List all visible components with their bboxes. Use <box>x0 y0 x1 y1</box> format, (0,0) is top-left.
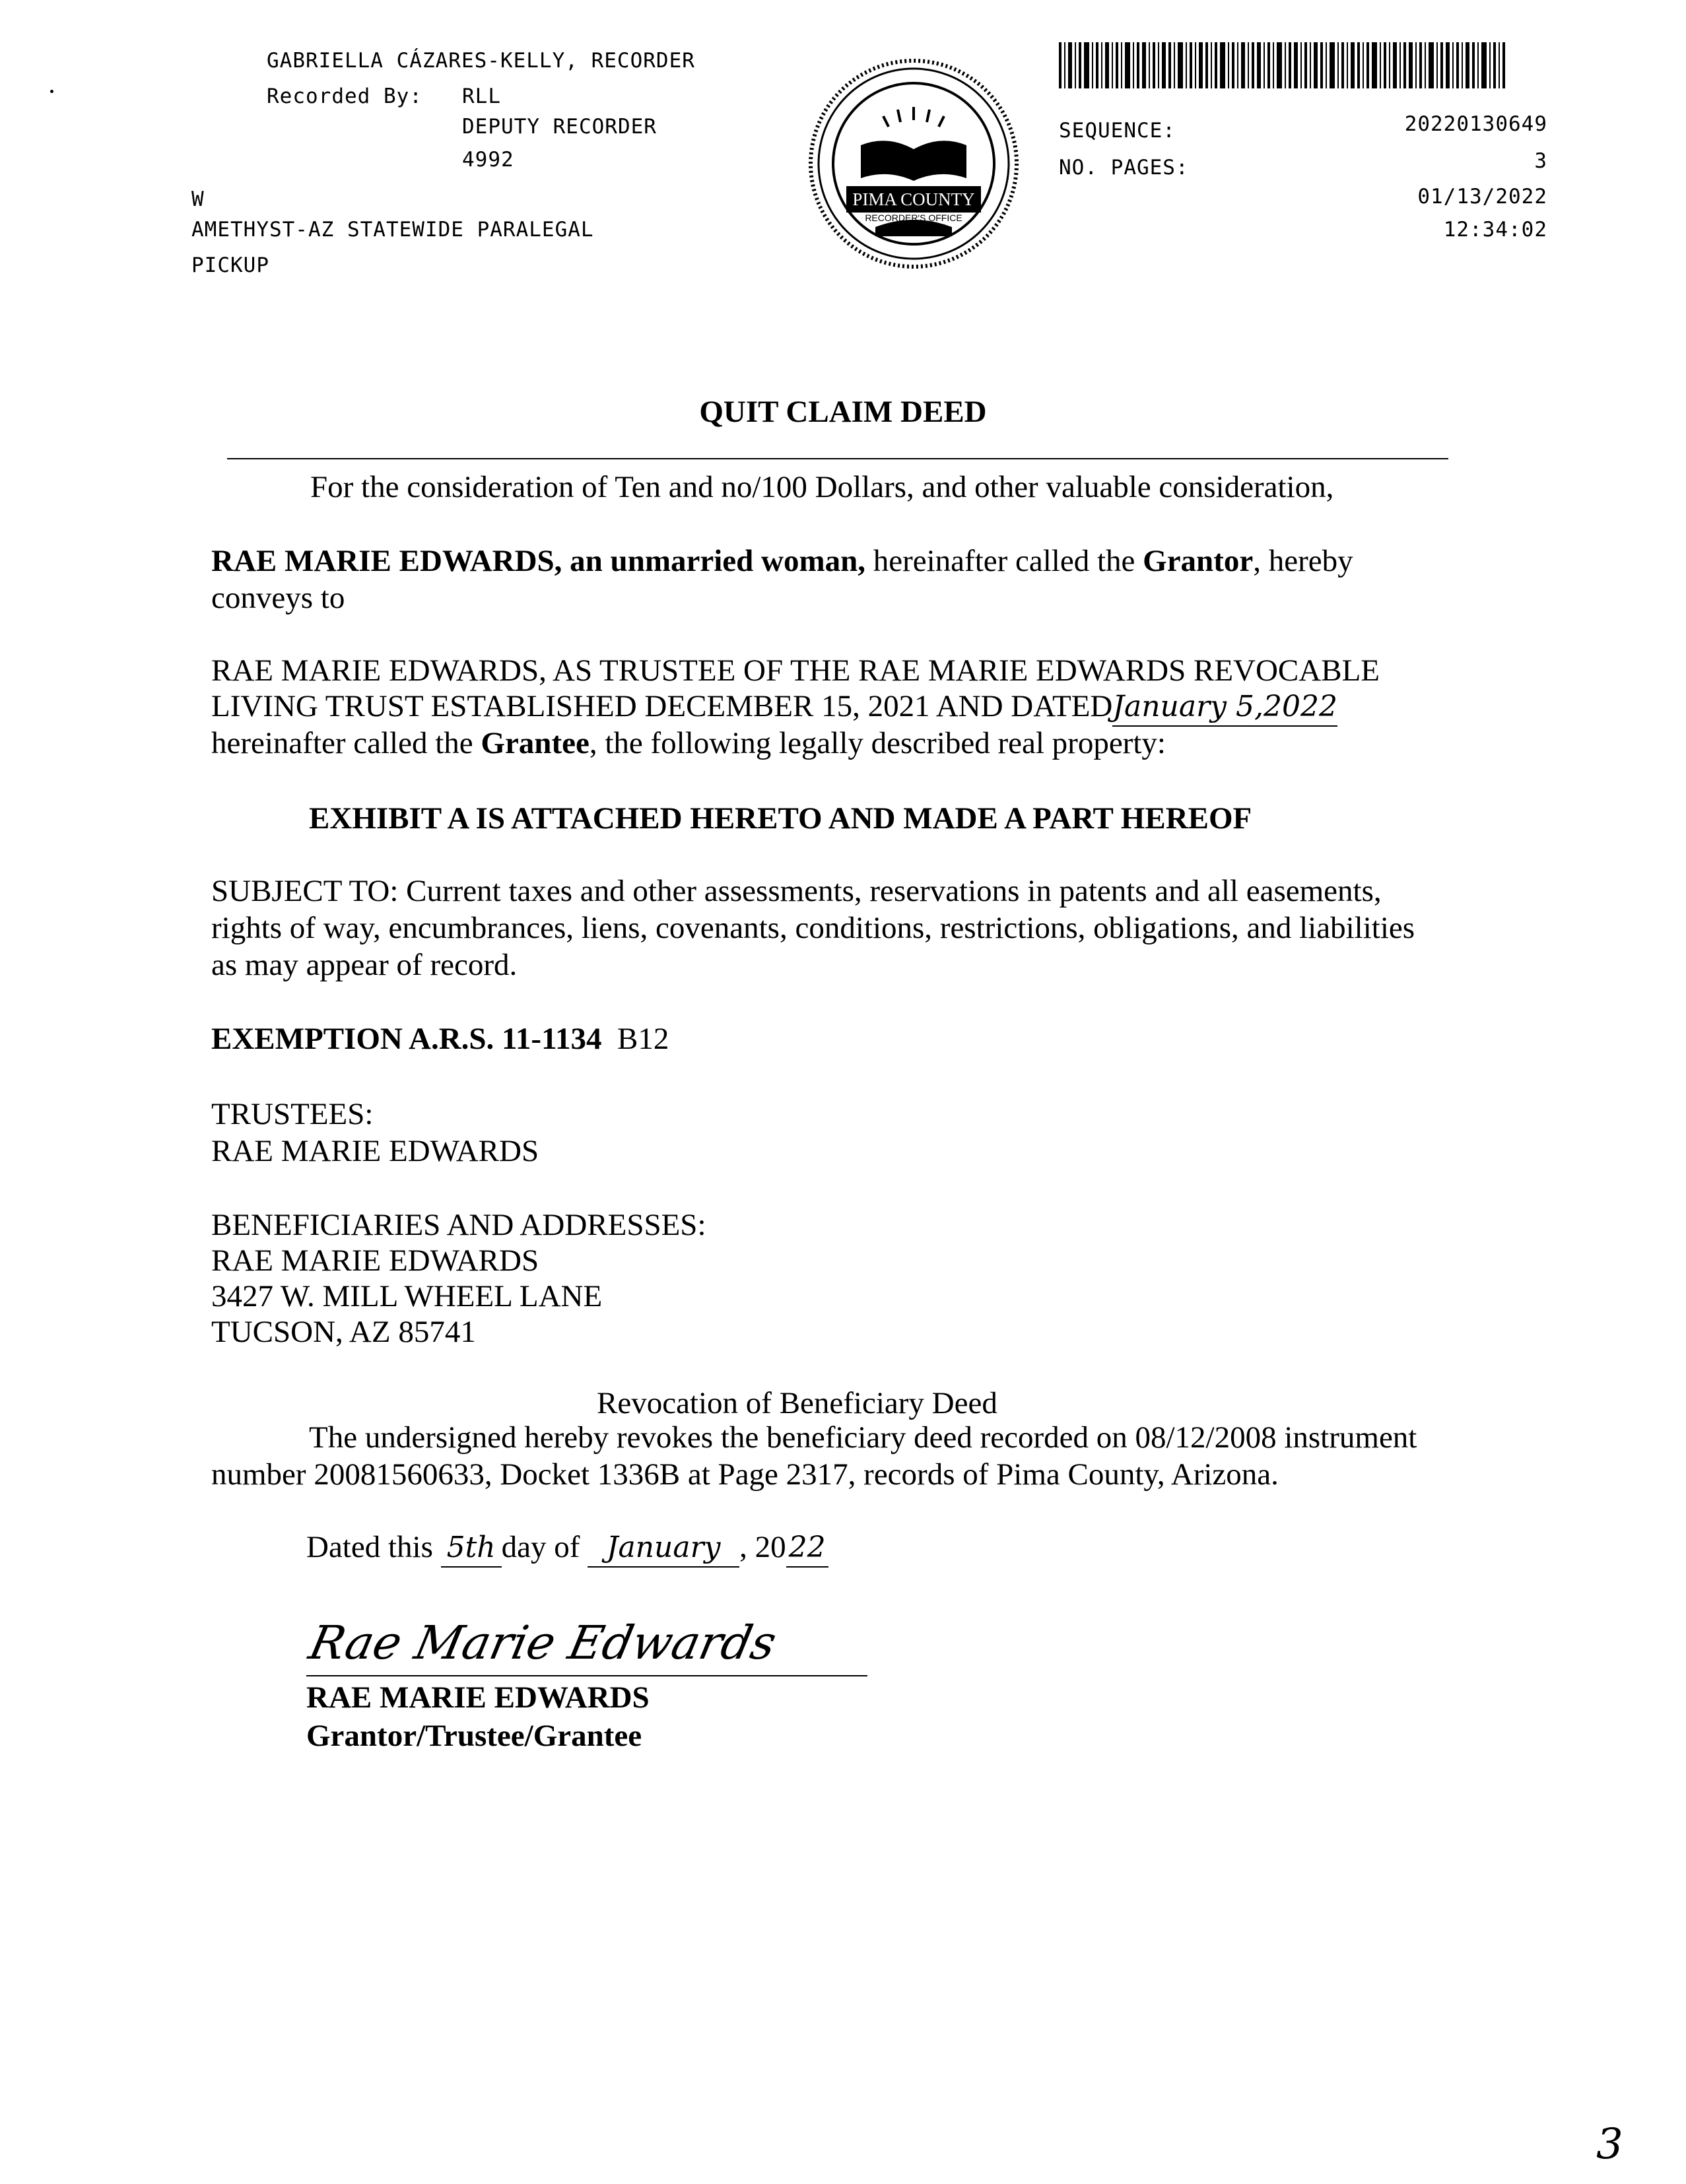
page-number-mark: 3 <box>1596 2120 1623 2169</box>
speck-mark <box>50 90 53 93</box>
trustees-label: TRUSTEES: <box>211 1097 374 1131</box>
deputy-number: 4992 <box>462 148 514 172</box>
seal-county-text: PIMA COUNTY <box>852 189 975 209</box>
recorded-by-label: Recorded By: <box>267 84 422 108</box>
submitter-company: AMETHYST-AZ STATEWIDE PARALEGAL <box>191 218 594 242</box>
grantee-line-2 <box>211 688 1337 727</box>
exemption-statute: EXEMPTION A.R.S. 11-1134 <box>211 1022 602 1056</box>
revocation-line-1: The undersigned hereby revokes the beneficiary deed recorded on 08/12/2008 instrument <box>309 1420 1417 1455</box>
conveys-text: conveys to <box>211 581 345 615</box>
grantee-post: , the following legally described real property: <box>589 726 1166 760</box>
barcode-graphic <box>1059 42 1505 88</box>
deed-title: QUIT CLAIM DEED <box>699 395 987 429</box>
beneficiary-name: RAE MARIE EDWARDS <box>211 1243 539 1278</box>
exemption-line <box>211 1020 669 1057</box>
seal-office-text: RECORDER'S OFFICE <box>865 213 962 223</box>
subject-line-2: rights of way, encumbrances, liens, covenants, conditions, restrictions, obligations, and liabilities <box>211 911 1415 945</box>
revocation-line-2: number 20081560633, Docket 1336B at Page 2317, records of Pima County, Arizona. <box>211 1457 1279 1492</box>
grantee-trust-text: LIVING TRUST ESTABLISHED DECEMBER 15, 2021 AND DATED <box>211 689 1113 723</box>
grantor-mid: hereinafter called the <box>865 544 1143 578</box>
beneficiary-city: TUCSON, AZ 85741 <box>211 1315 476 1349</box>
county-seal <box>807 57 1021 271</box>
subject-line-3: as may appear of record. <box>211 948 518 982</box>
dated-prefix: Dated this <box>306 1530 433 1564</box>
pages-label: NO. PAGES: <box>1059 156 1189 180</box>
grantee-line-1: RAE MARIE EDWARDS, AS TRUSTEE OF THE RAE MARIE EDWARDS REVOCABLE <box>211 653 1380 688</box>
grantor-end: , hereby <box>1253 544 1353 578</box>
grantee-handwritten-date: January 5,2022 <box>1112 688 1337 727</box>
sequence-value: 20220130649 <box>1404 112 1547 136</box>
exhibit-statement: EXHIBIT A IS ATTACHED HERETO AND MADE A PART HEREOF <box>309 801 1252 836</box>
beneficiaries-label: BENEFICIARIES AND ADDRESSES: <box>211 1208 706 1242</box>
pickup-label: PICKUP <box>191 253 269 277</box>
deputy-recorder: DEPUTY RECORDER <box>462 115 657 139</box>
grantor-line <box>211 543 1353 579</box>
grantee-pre: hereinafter called the <box>211 726 481 760</box>
w-code: W <box>191 187 205 211</box>
title-rule <box>227 458 1448 459</box>
seal-graphic <box>807 57 1021 271</box>
barcode <box>1059 42 1505 92</box>
consideration-text: For the consideration of Ten and no/100 Dollars, and other valuable consideration, <box>310 470 1334 504</box>
recording-time: 12:34:02 <box>1443 218 1547 242</box>
grantee-label: Grantee <box>481 726 590 760</box>
dated-day: 5th <box>441 1529 502 1568</box>
dated-line <box>306 1529 828 1568</box>
recorded-by-value: RLL <box>462 84 501 108</box>
grantor-label: Grantor <box>1143 544 1254 578</box>
signer-role: Grantor/Trustee/Grantee <box>306 1719 642 1753</box>
subject-line-1: SUBJECT TO: Current taxes and other assessments, reservations in patents and all easements, <box>211 874 1382 908</box>
dated-month: January <box>588 1529 739 1568</box>
beneficiary-street: 3427 W. MILL WHEEL LANE <box>211 1279 603 1313</box>
signature: Rae Marie Edwards <box>304 1616 782 1670</box>
grantor-name: RAE MARIE EDWARDS, an unmarried woman, <box>211 544 865 578</box>
revocation-title: Revocation of Beneficiary Deed <box>597 1386 997 1420</box>
pages-value: 3 <box>1534 149 1547 173</box>
signature-line <box>306 1675 867 1676</box>
dated-mid: day of <box>501 1530 580 1564</box>
trustee-name: RAE MARIE EDWARDS <box>211 1134 539 1168</box>
recorder-name: GABRIELLA CÁZARES-KELLY, RECORDER <box>267 49 695 73</box>
grantee-line-3 <box>211 725 1166 762</box>
exemption-code: B12 <box>617 1022 669 1056</box>
recording-date: 01/13/2022 <box>1417 185 1547 209</box>
sequence-label: SEQUENCE: <box>1059 119 1176 143</box>
dated-year: 22 <box>786 1529 828 1568</box>
signer-name: RAE MARIE EDWARDS <box>306 1680 650 1715</box>
dated-year-prefix: , 20 <box>739 1530 786 1564</box>
